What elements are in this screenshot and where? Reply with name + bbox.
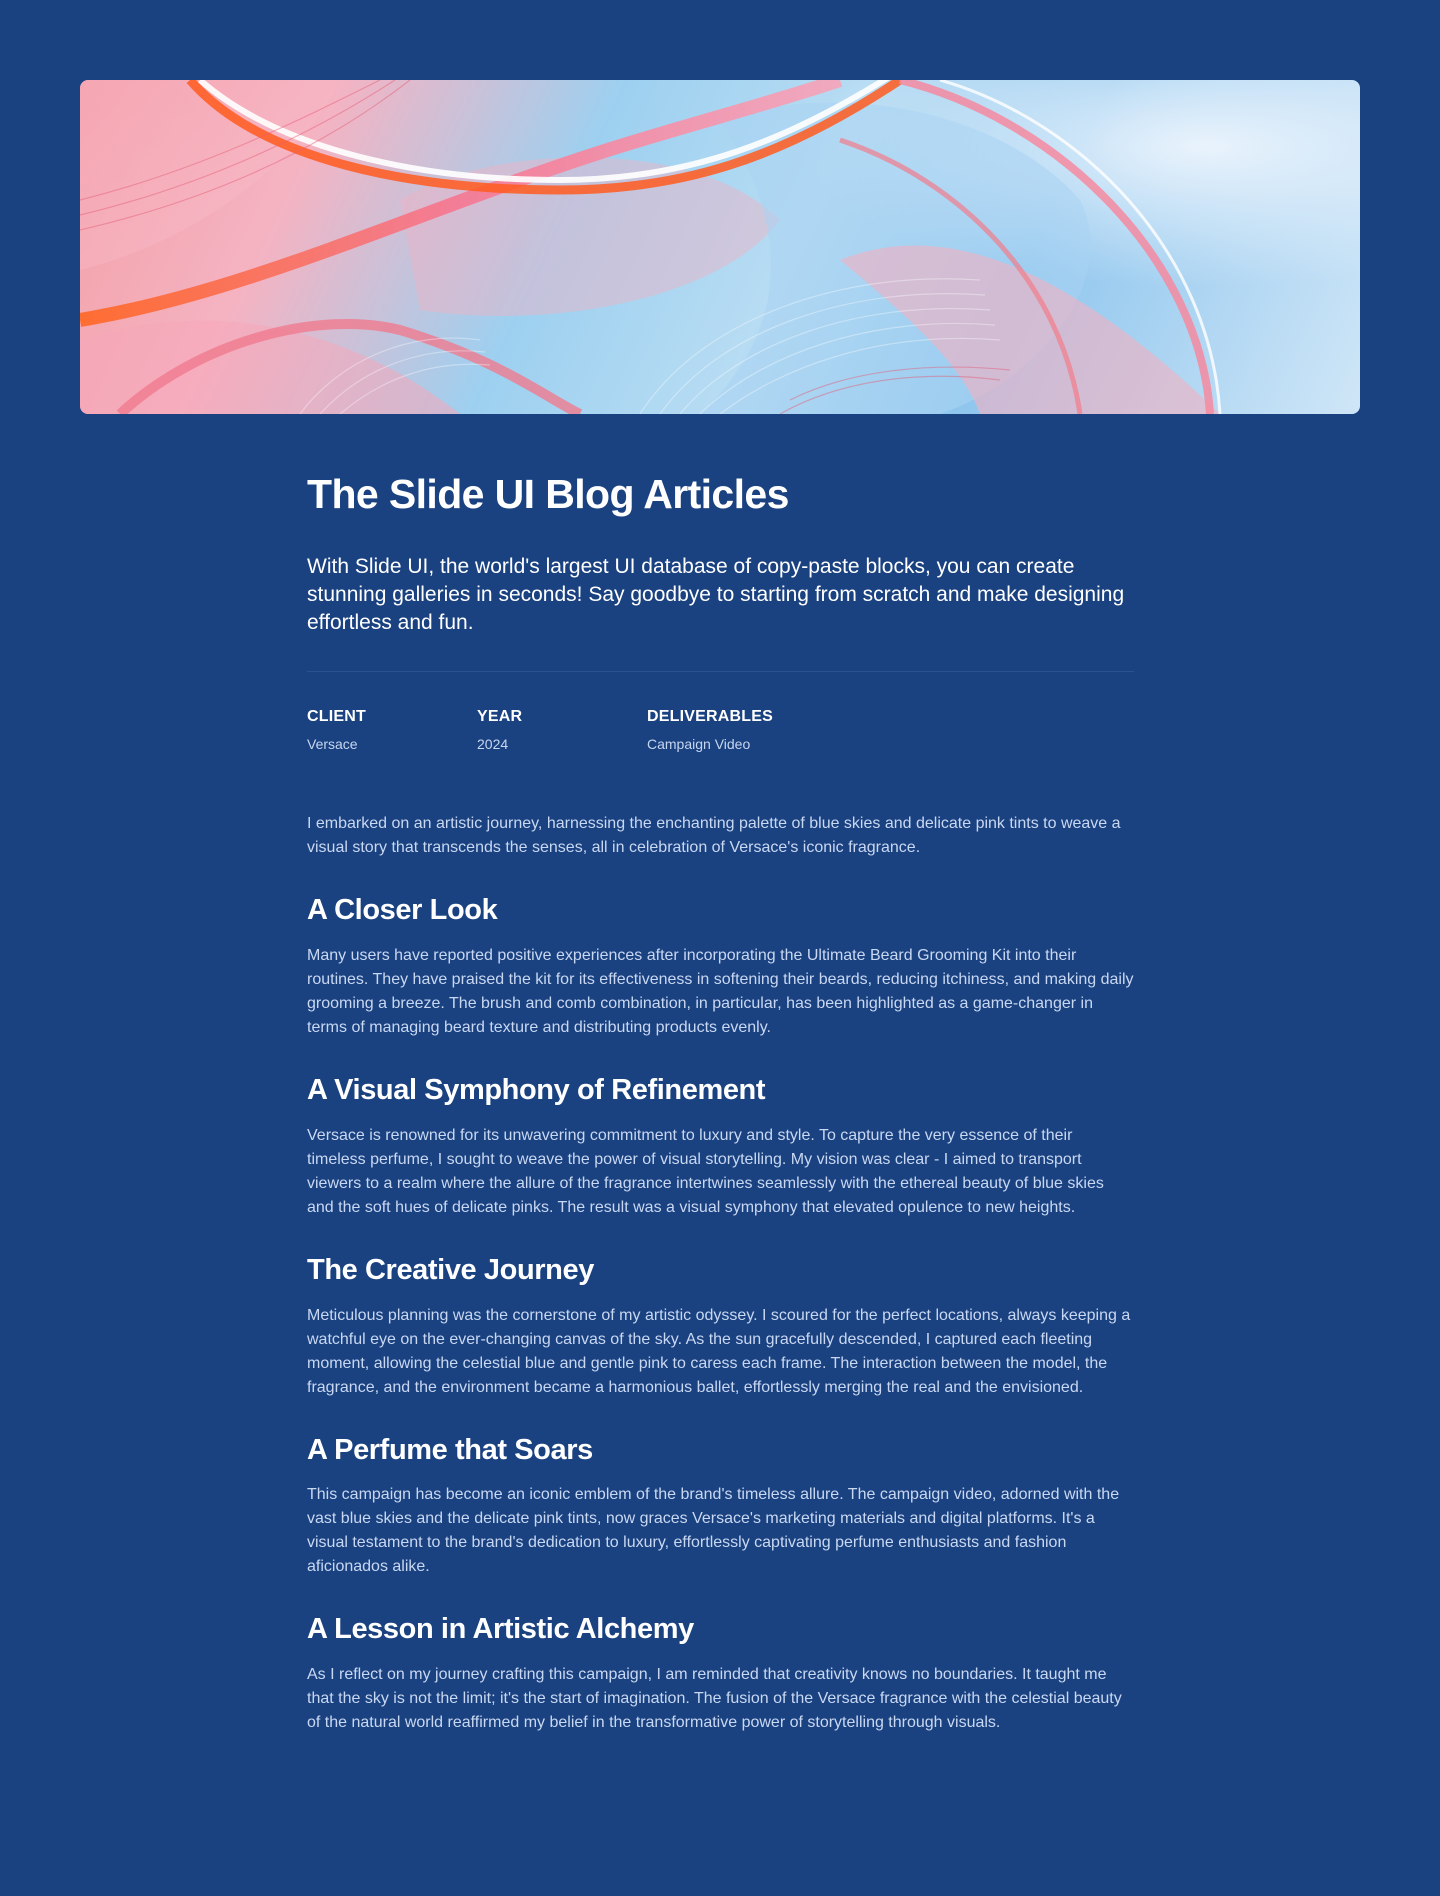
section-heading: A Closer Look (307, 894, 498, 927)
article-lead: With Slide UI, the world's largest UI database of copy-paste blocks, you can create stunning galleries in seconds! Say goodbye to starting from scratch and make designing effortless and fun. (307, 555, 1125, 635)
article-intro: I embarked on an artistic journey, harnessing the enchanting palette of blue skies and delicate pink tints to weave a visual story that transcends the senses, all in celebration of Versace's iconic fragrance. (307, 815, 1121, 857)
section-text: Meticulous planning was the cornerstone of my artistic odyssey. I scoured for the perfect locations, always keeping a watchful eye on the ever-changing canvas of the sky. As the sun gracefully descended, I captured each fleeting moment, allowing the celestial blue and gentle pink to caress each frame. The interaction between the model, the fragrance, and the environment became a harmonious ballet, effortlessly merging the real and the envisioned. (307, 1306, 1131, 1396)
article (307, 470, 1134, 1735)
meta-label: DELIVERABLES (647, 708, 773, 726)
section-text: As I reflect on my journey crafting this campaign, I am reminded that creativity knows no boundaries. It taught me that the sky is not the limit; it's the start of imagination. The fusion of the Versace fragrance with the celestial beauty of the natural world reaffirmed my belief in the transformative power of storytelling through visuals. (307, 1666, 1122, 1732)
section-text: Many users have reported positive experiences after incorporating the Ultimate Beard Grooming Kit into their routines. They have praised the kit for its effectiveness in softening their beards, reducing itchiness, and making daily grooming a breeze. The brush and comb combination, in particular, has been highlighted as a game-changer in terms of managing beard texture and distributing products evenly. (307, 946, 1134, 1036)
meta-label: YEAR (477, 708, 523, 726)
meta-deliverables (647, 708, 947, 752)
meta-value: Versace (307, 736, 358, 753)
meta-value: Campaign Video (647, 736, 751, 753)
meta-value: 2024 (477, 736, 509, 753)
project-meta (307, 708, 1134, 752)
section-text: Versace is renowned for its unwavering commitment to luxury and style. To capture the very essence of their timeless perfume, I sought to weave the power of visual storytelling. My vision was clear - I aimed to transport viewers to a realm where the allure of the fragrance intertwines seamlessly with the ethereal beauty of blue skies and the soft hues of delicate pinks. The result was a visual symphony that elevated opulence to new heights. (307, 1126, 1104, 1216)
divider (307, 671, 1134, 672)
section-heading: A Visual Symphony of Refinement (307, 1073, 766, 1106)
meta-year (477, 708, 647, 752)
section-heading: A Perfume that Soars (307, 1433, 593, 1466)
hero-image (80, 80, 1360, 414)
section-heading: A Lesson in Artistic Alchemy (307, 1613, 694, 1646)
page-title: The Slide UI Blog Articles (307, 471, 789, 517)
abstract-glass-swirl-image (80, 80, 1360, 414)
meta-client (307, 708, 477, 752)
meta-label: CLIENT (307, 708, 366, 726)
section-text: This campaign has become an iconic emblem of the brand's timeless allure. The campaign video, adorned with the vast blue skies and the delicate pink tints, now graces Versace's marketing materials and digital platforms. It's a visual testament to the brand's dedication to luxury, effortlessly captivating perfume enthusiasts and fashion aficionados alike. (307, 1486, 1120, 1576)
section-heading: The Creative Journey (307, 1253, 594, 1286)
